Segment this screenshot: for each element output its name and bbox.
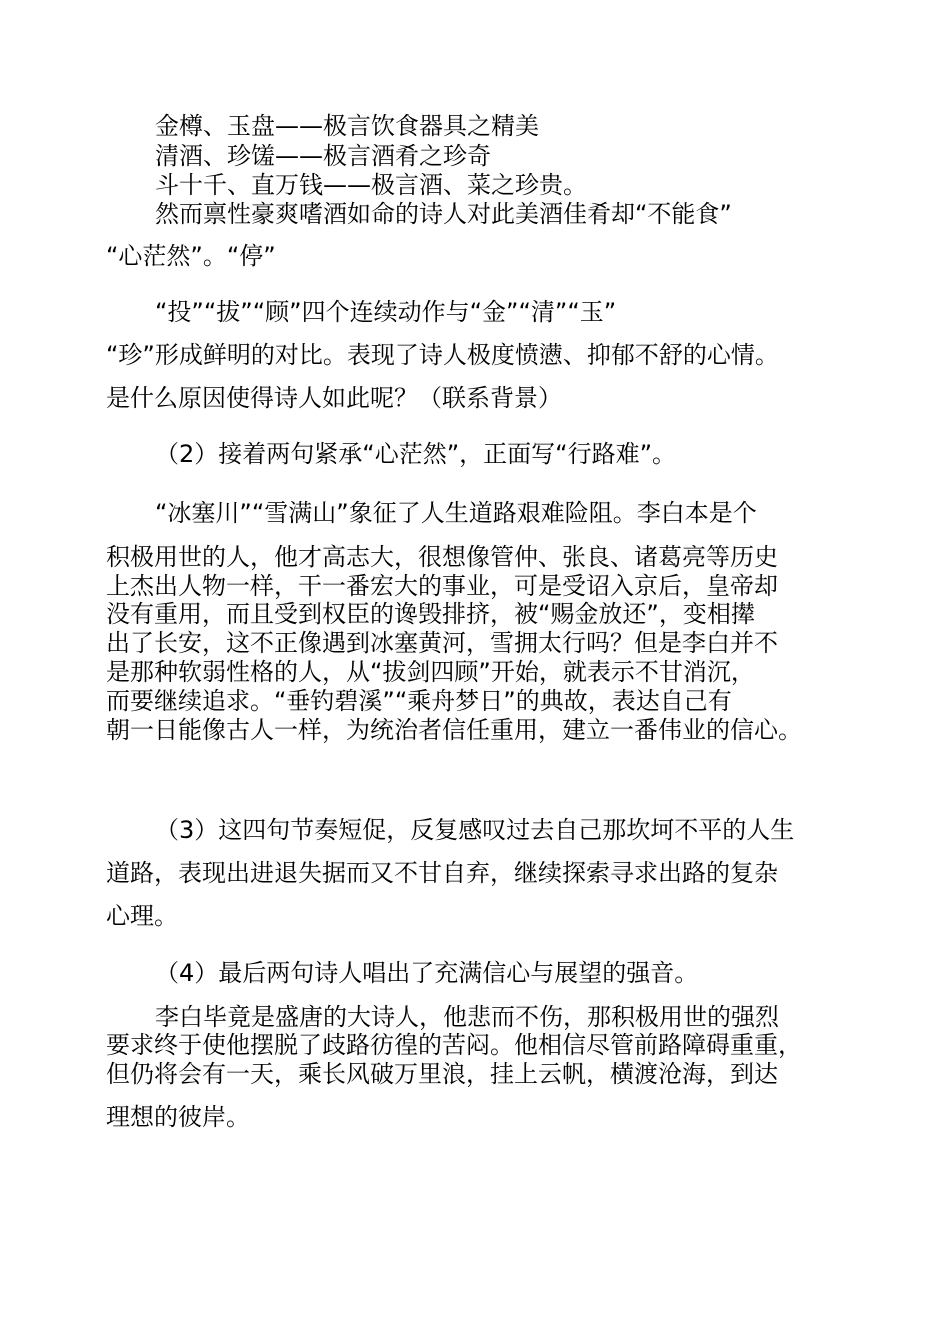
- text-line: 是什么原因使得诗人如此呢？（联系背景）: [106, 384, 562, 412]
- text-line: （4）最后两句诗人唱出了充满信心与展望的强音。: [155, 959, 699, 987]
- text-line: 没有重用，而且受到权臣的谗毁排挤，被“赐金放还”，变相撵: [106, 600, 755, 628]
- text-line: “心茫然”。“停”: [106, 242, 276, 270]
- text-line: 清酒、珍馐——极言酒肴之珍奇: [155, 142, 491, 170]
- text-line: 而要继续追求。“垂钓碧溪”“乘舟梦日”的典故，表达自己有: [106, 687, 732, 715]
- text-line: “冰塞川”“雪满山”象征了人生道路艰难险阻。李白本是个: [155, 499, 757, 527]
- text-line: 道路，表现出进退失据而又不甘自弃，继续探索寻求出路的复杂: [106, 859, 778, 887]
- text-line: 理想的彼岸。: [106, 1103, 250, 1131]
- text-line: 上杰出人物一样，干一番宏大的事业，可是受诏入京后，皇帝却: [106, 572, 778, 600]
- text-line: 斗十千、直万钱——极言酒、菜之珍贵。: [155, 171, 587, 199]
- text-line: （2）接着两句紧承“心茫然”，正面写“行路难”。: [155, 440, 677, 468]
- text-line: 是那种软弱性格的人，从“拔剑四顾”开始，就表示不甘消沉，: [106, 658, 755, 686]
- text-line: “珍”形成鲜明的对比。表现了诗人极度愤懑、抑郁不舒的心情。: [106, 341, 779, 369]
- text-line: 要求终于使他摆脱了歧路彷徨的苦闷。他相信尽管前路障碍重重，: [106, 1031, 802, 1059]
- text-line: 李白毕竟是盛唐的大诗人，他悲而不伤，那积极用世的强烈: [155, 1003, 779, 1031]
- text-line: 积极用世的人，他才高志大，很想像管仲、张良、诸葛亮等历史: [106, 543, 778, 571]
- text-line: 金樽、玉盘——极言饮食器具之精美: [155, 112, 539, 140]
- text-line: 然而禀性豪爽嗜酒如命的诗人对此美酒佳肴却“不能食”: [155, 200, 732, 228]
- text-line: “投”“拔”“顾”四个连续动作与“金”“清”“玉”: [155, 298, 617, 326]
- text-line: 出了长安，这不正像遇到冰塞黄河，雪拥太行吗？但是李白并不: [106, 629, 778, 657]
- text-line: （3）这四句节奏短促，反复感叹过去自己那坎坷不平的人生: [155, 816, 795, 844]
- text-line: 心理。: [106, 902, 178, 930]
- text-line: 但仍将会有一天，乘长风破万里浪，挂上云帆，横渡沧海，到达: [106, 1060, 778, 1088]
- text-line: 朝一日能像古人一样，为统治者信任重用，建立一番伟业的信心。: [106, 716, 802, 744]
